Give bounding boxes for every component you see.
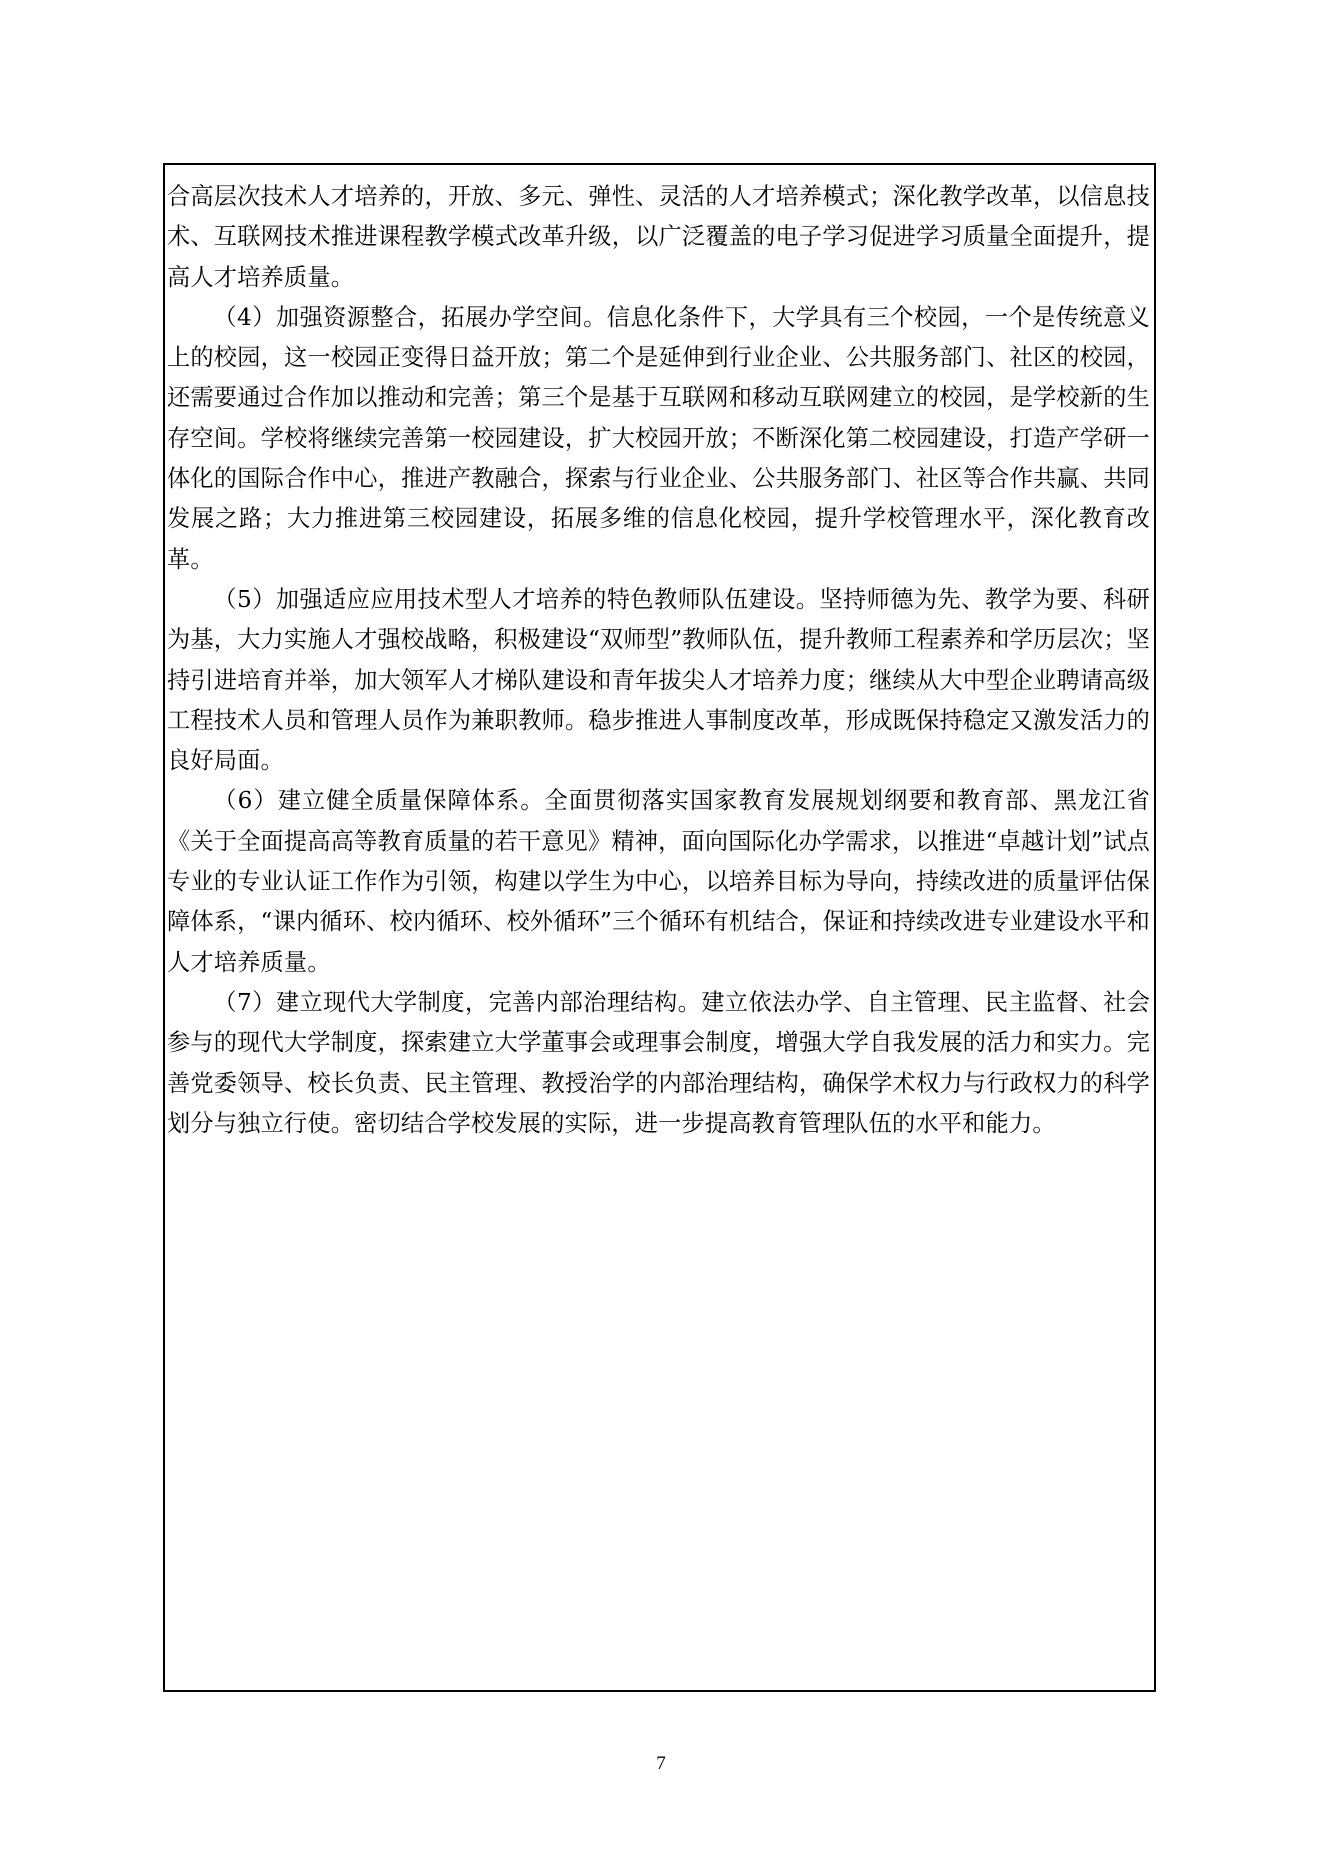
page-number: 7 [656, 1753, 666, 1774]
paragraph-resource-integration: （4）加强资源整合，拓展办学空间。信息化条件下，大学具有三个校园，一个是传统意义上的校园，这一校园正变得日益开放；第二个是延伸到行业企业、公共服务部门、社区的校园，还需要通过合作加以推动和完善；第三个是基于互联网和移动互联网建立的校园，是学校新的生存空间。学校将继续完善第一校园建设，扩大校园开放；不断深化第二校园建设，打造产学研一体化的国际合作中心，推进产教融合，探索与行业企业、公共服务部门、社区等合作共赢、共同发展之路；大力推进第三校园建设，拓展多维的信息化校园，提升学校管理水平，深化教育改革。 [167, 303, 1150, 573]
paragraph-continuation: 合高层次技术人才培养的，开放、多元、弹性、灵活的人才培养模式；深化教学改革，以信息技术、互联网技术推进课程教学模式改革升级，以广泛覆盖的电子学习促进学习质量全面提升，提高人才培养质量。 [167, 183, 1150, 291]
paragraph-quality-assurance: （6）建立健全质量保障体系。全面贯彻落实国家教育发展规划纲要和教育部、黑龙江省《关于全面提高高等教育质量的若干意见》精神，面向国际化办学需求，以推进“卓越计划”试点专业的专业认证工作作为引领，构建以学生为中心，以培养目标为导向，持续改进的质量评估保障体系，“课内循环、校内循环、校外循环”三个循环有机结合，保证和持续改进专业建设水平和人才培养质量。 [167, 787, 1150, 976]
content-table-cell [163, 163, 1156, 1692]
paragraph-university-system: （7）建立现代大学制度，完善内部治理结构。建立依法办学、自主管理、民主监督、社会参与的现代大学制度，探索建立大学董事会或理事会制度，增强大学自我发展的活力和实力。完善党委领导、校长负责、民主管理、教授治学的内部治理结构，确保学术权力与行政权力的科学划分与独立行使。密切结合学校发展的实际，进一步提高教育管理队伍的水平和能力。 [167, 988, 1150, 1137]
body-text [167, 177, 1150, 1144]
paragraph-teacher-team: （5）加强适应应用技术型人才培养的特色教师队伍建设。坚持师德为先、教学为要、科研为基，大力实施人才强校战略，积极建设“双师型”教师队伍，提升教师工程素养和学历层次；坚持引进培育并举，加大领军人才梯队建设和青年拔尖人才培养力度；继续从大中型企业聘请高级工程技术人员和管理人员作为兼职教师。稳步推进人事制度改革，形成既保持稳定又激发活力的良好局面。 [167, 585, 1150, 775]
